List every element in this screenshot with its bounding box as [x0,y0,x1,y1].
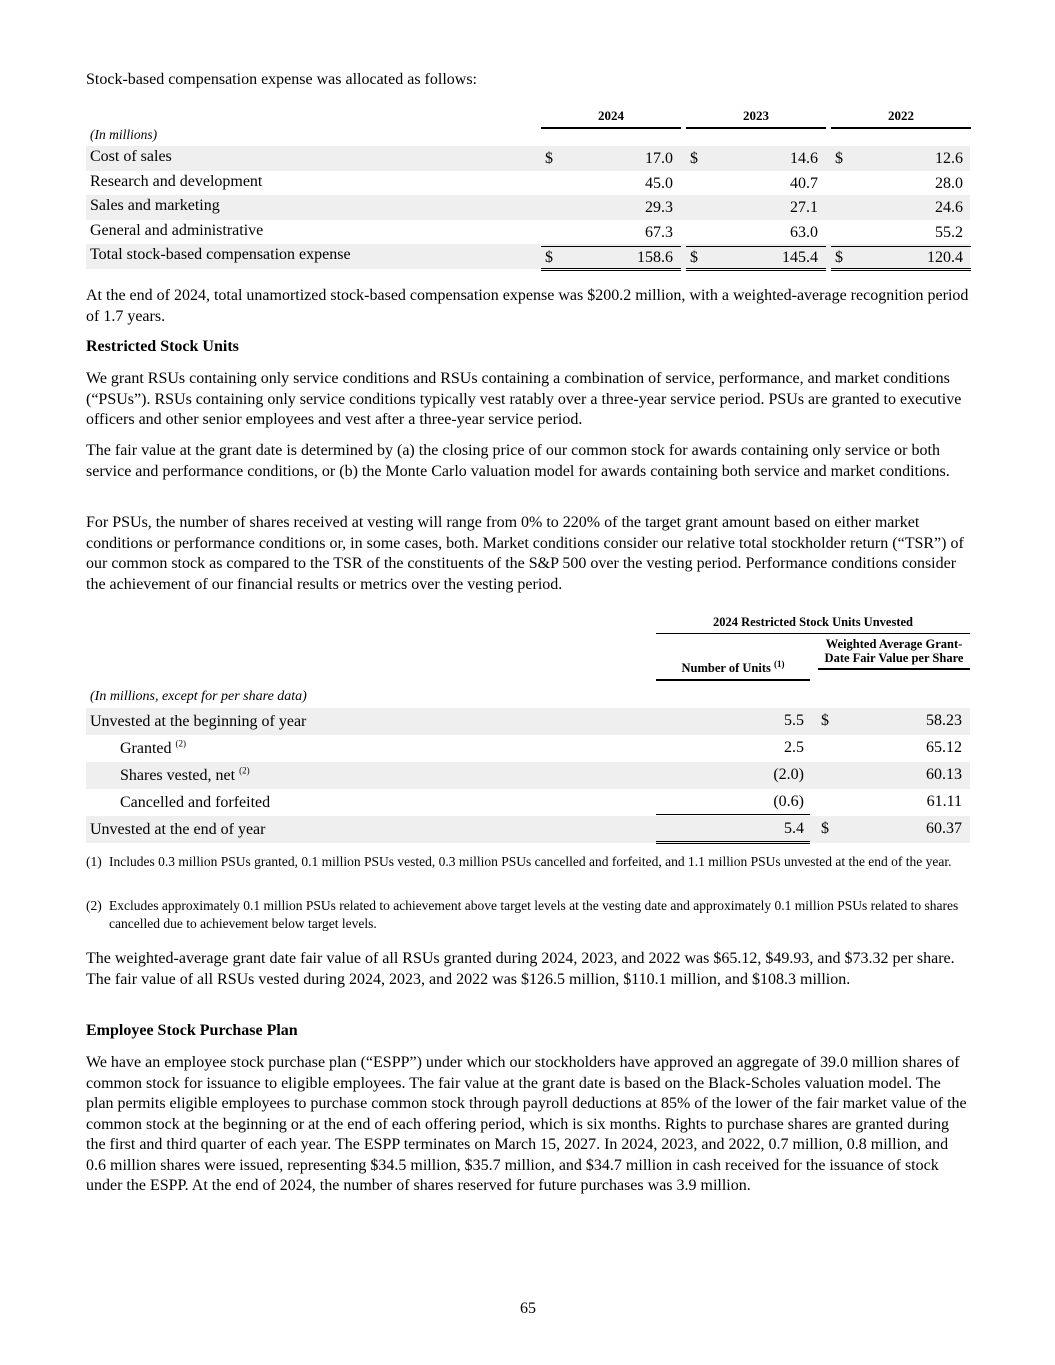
table-row [86,195,970,220]
sbc-table [86,104,970,269]
footnote-ref: (1) [773,658,785,669]
cell-value: 45.0 [645,174,673,192]
cell-value: 40.7 [790,174,818,192]
cell-value: 63.0 [790,223,818,241]
cell-units: 2.5 [784,739,804,756]
cell-units: 5.5 [784,712,804,729]
cell-fair-value: 58.23 [926,712,962,729]
footnote [86,897,970,933]
footnote-ref: (2) [175,738,187,749]
cell-fair-value: 65.12 [926,739,962,756]
row-label: Cancelled and forfeited [120,794,271,811]
currency-symbol: $ [690,249,698,266]
rsu-group-header: 2024 Restricted Stock Units Unvested [656,614,970,634]
currency-symbol: $ [821,820,829,837]
table-total-row [86,244,970,269]
table-row [86,220,970,245]
column-header-units [656,660,810,681]
footnote-number: (2) [86,898,102,913]
page-number: 65 [520,1300,536,1317]
cell-value: 14.6 [790,150,818,167]
cell-fair-value: 60.13 [926,766,962,783]
table-row [86,708,970,735]
cell-fair-value: 61.11 [926,793,962,810]
currency-symbol: $ [690,150,698,167]
row-label: Cost of sales [90,148,172,165]
row-label: Unvested at the end of year [90,821,266,838]
cell-value: 55.2 [935,223,963,241]
cell-value: 17.0 [645,150,673,167]
cell-units: (2.0) [773,766,804,783]
sbc-header-row [86,104,970,126]
currency-symbol: $ [545,150,553,167]
paragraph-rsu-grants: We grant RSUs containing only service conditions and RSUs containing a combination of service, performance, and market conditions (“PSUs”). RSUs containing only service conditions typically vest ratably over a three-year service period. PSUs are granted to executive officers and other senior employees and vest after a three-year service period. [86,370,962,428]
table-total-row [86,816,970,843]
currency-symbol: $ [835,150,843,167]
table-row [86,789,970,816]
footnote-number: (1) [86,854,102,869]
section-heading-rsu: Restricted Stock Units [86,338,239,355]
row-label [120,739,186,759]
currency-symbol: $ [821,712,829,729]
cell-value: 145.4 [782,249,818,266]
footnote-ref: (2) [239,765,250,776]
column-header-fair-value: Weighted Average Grant-Date Fair Value per Share [818,637,970,670]
section-heading-espp: Employee Stock Purchase Plan [86,1022,298,1039]
paragraph-espp: We have an employee stock purchase plan (“ESPP”) under which our stockholders have approved an aggregate of 39.0 million shares of common stock for issuance to eligible employees. The fair value at the grant date is based on the Black-Scholes valuation model. The plan permits eligible employees to purchase common stock through payroll deductions at 85% of the lower of the fair market value of the common stock at the beginning or at the end of each offering period, which is six months. Rights to purchase shares are granted during the first and third quarter of each year. The ESPP terminates on March 15, 2027. In 2024, 2023, and 2022, 0.7 million, 0.8 million, and 0.6 million shares were issued, representing $34.5 million, $35.7 million, and $34.7 million in cash received for the issuance of stock under the ESPP. At the end of 2024, the number of shares reserved for future purchases was 3.9 million. [86,1054,967,1194]
currency-symbol: $ [545,249,553,266]
cell-value: 12.6 [935,150,963,167]
footnote [86,853,970,871]
cell-value: 29.3 [645,199,673,216]
rsu-units-label: (In millions, except for per share data) [90,689,307,704]
paragraph-rsu-fair-value: The fair value at the grant date is determined by (a) the closing price of our common stock for awards containing only service or both service and performance conditions, or (b) the Monte Carlo valuation model for awards containing both service and market conditions. [86,442,950,480]
sbc-units-label: (In millions) [90,127,158,142]
cell-value: 24.6 [935,199,963,216]
row-label [120,766,250,786]
row-label-text: Granted [120,740,172,757]
sbc-year-header: 2022 [831,108,971,129]
sbc-year-header: 2024 [541,108,681,129]
table-row [86,735,970,762]
cell-units: 5.4 [784,820,804,837]
sbc-year-header: 2023 [686,108,826,129]
row-label: General and administrative [90,221,264,239]
cell-fair-value: 60.37 [926,820,962,837]
currency-symbol: $ [835,249,843,266]
row-label: Research and development [90,172,263,190]
cell-value: 27.1 [790,199,818,216]
table-row [86,762,970,789]
row-label: Total stock-based compensation expense [90,246,351,263]
table-row [86,146,970,171]
cell-value: 67.3 [645,223,673,241]
cell-value: 120.4 [927,249,963,266]
paragraph-rsu-fair-values: The weighted-average grant date fair value of all RSUs granted during 2024, 2023, and 2022 was $65.12, $49.93, and $73.32 per share. The fair value of all RSUs vested during 2024, 2023, and 2022 was $126.5 million, $110.1 million, and $108.3 million. [86,950,955,988]
footnote-text: Excludes approximately 0.1 million PSUs related to achievement above target levels at the vesting date and approximately 0.1 million PSUs related to shares cancelled due to achievement below target levels. [109,898,959,931]
paragraph-unamortized: At the end of 2024, total unamortized stock-based compensation expense was $200.2 million, with a weighted-average recognition period of 1.7 years. [86,287,969,325]
paragraph-psu-vesting: For PSUs, the number of shares received at vesting will range from 0% to 220% of the target grant amount based on either market conditions or performance conditions or, in some cases, both. Market conditions consider our relative total stockholder return (“TSR”) of our common stock as compared to the TSR of the constituents of the S&P 500 over the vesting period. Performance conditions consider the achievement of our financial results or metrics over the vesting period. [86,514,964,593]
footnote-text: Includes 0.3 million PSUs granted, 0.1 million PSUs vested, 0.3 million PSUs cancelled and forfeited, and 1.1 million PSUs unvested at the end of the year. [109,854,952,869]
row-label-text: Shares vested, net [120,767,236,784]
cell-value: 28.0 [935,174,963,192]
row-label: Unvested at the beginning of year [90,713,307,730]
cell-units: (0.6) [773,793,804,810]
cell-value: 158.6 [637,249,673,266]
row-label: Sales and marketing [90,197,220,214]
table-row [86,171,970,196]
column-header-units-label: Number of Units [681,661,771,675]
sbc-intro: Stock-based compensation expense was allocated as follows: [86,71,477,88]
